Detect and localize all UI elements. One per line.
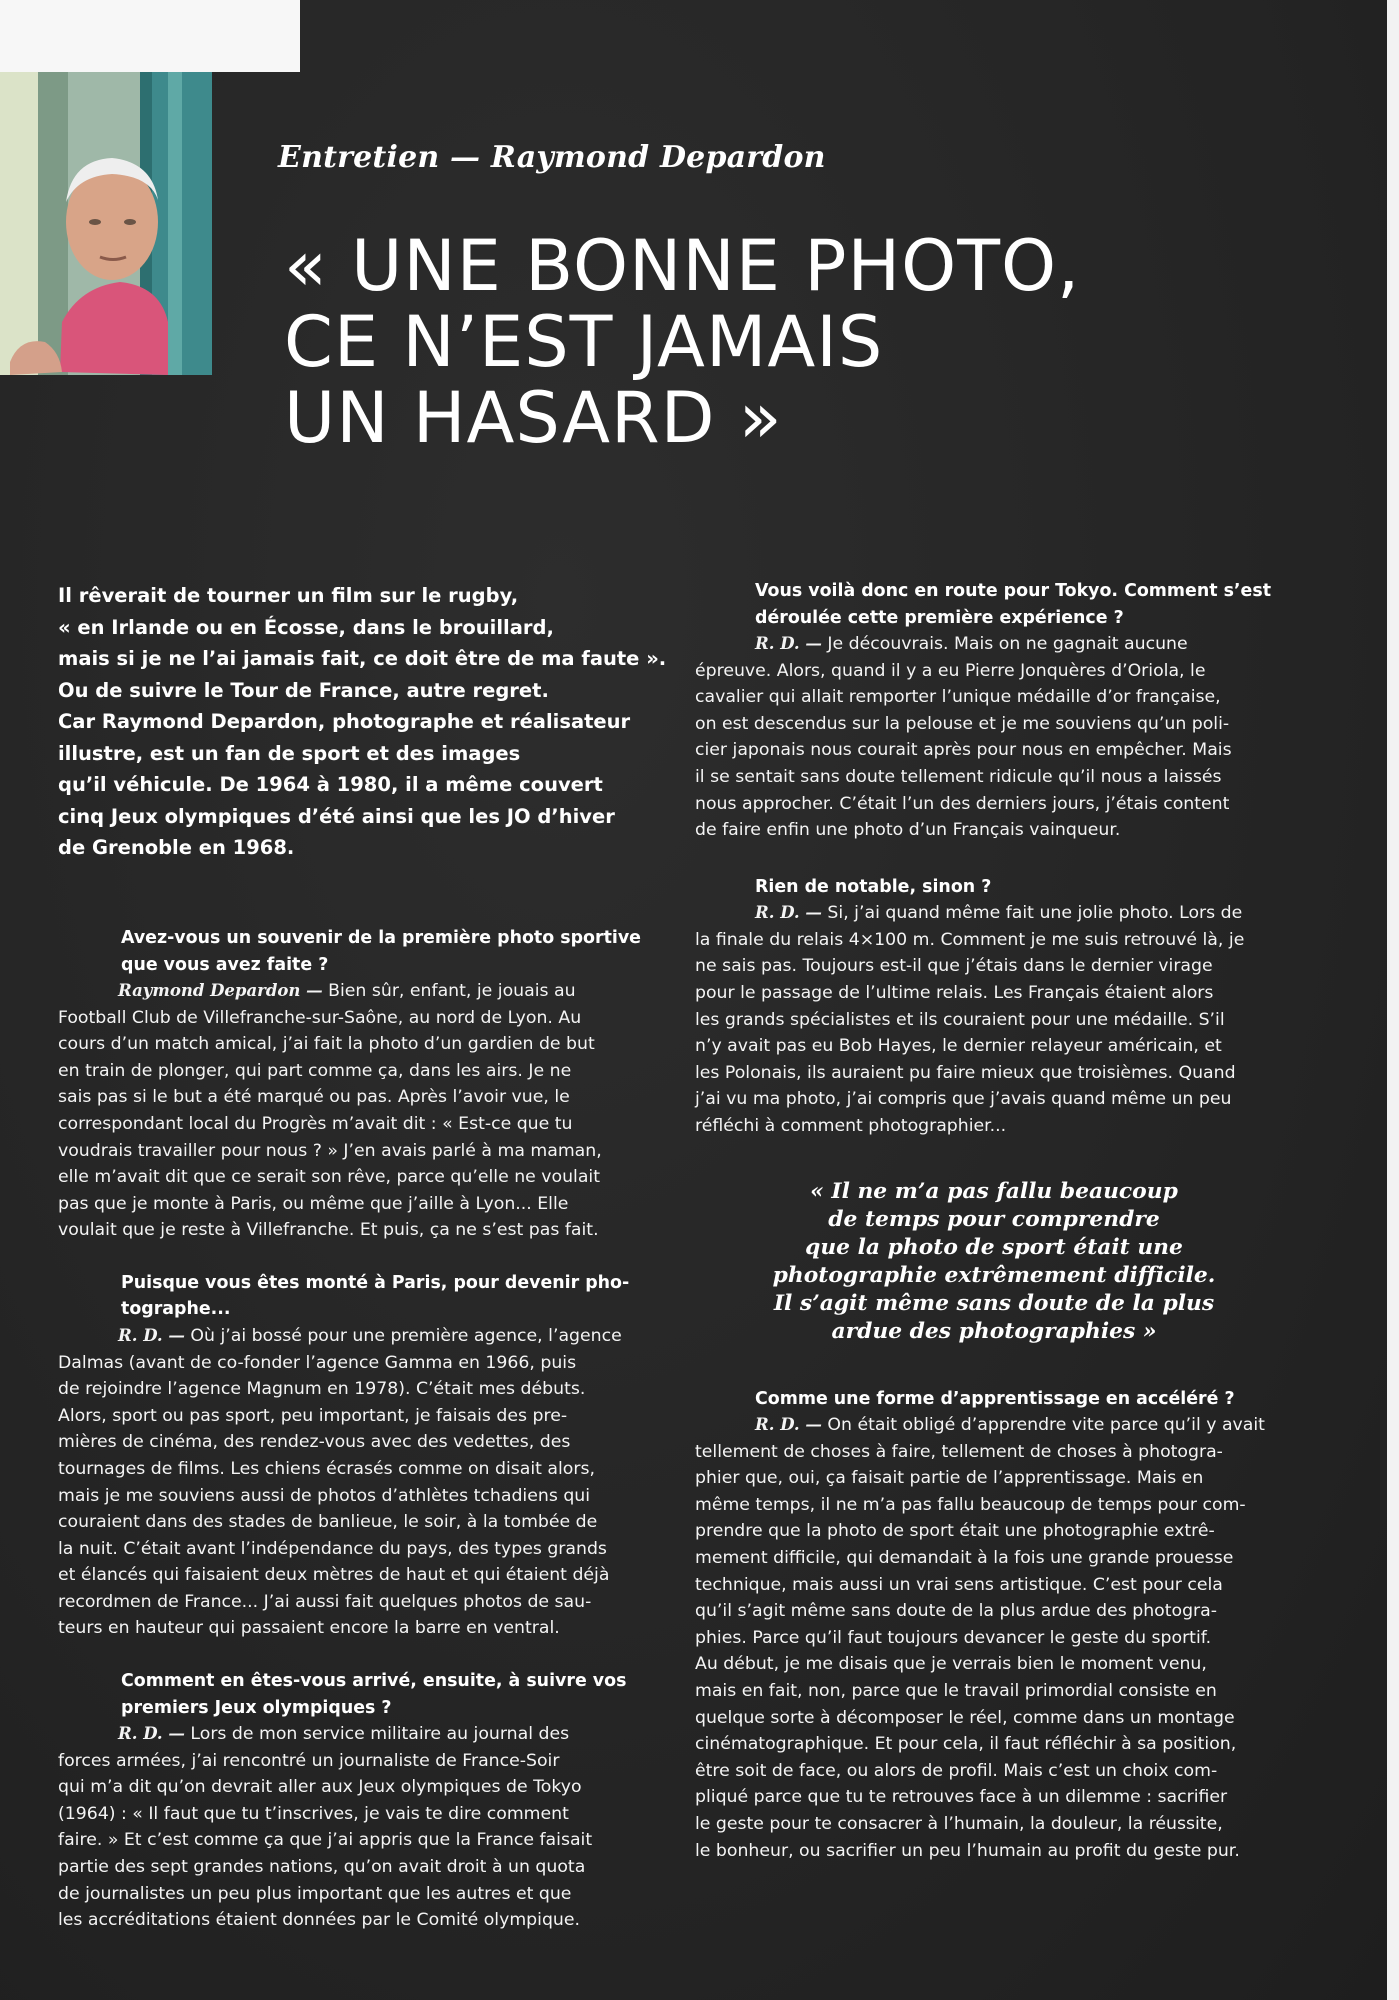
intro-line: Ou de suivre le Tour de France, autre regret. — [58, 678, 549, 702]
intro-line: cinq Jeux olympiques d’été ainsi que les JO d’hiver — [58, 804, 615, 828]
question-line: Avez-vous un souvenir de la première photo sportive — [121, 928, 641, 948]
answer-line: mais en fait, non, parce que le travail primordial consiste en — [695, 1681, 1217, 1702]
answer-line: pas que je monte à Paris, ou même que j’aille à Lyon... Elle — [58, 1193, 569, 1214]
answer-text: Lors de mon service militaire au journal des — [190, 1724, 570, 1745]
answer-line: ne sais pas. Toujours est-il que j’étais dans le dernier virage — [695, 956, 1213, 977]
answer-text: Bien sûr, enfant, je jouais au — [328, 981, 576, 1001]
answer-line: et élancés qui faisaient deux mètres de haut et qui étaient déjà — [58, 1565, 610, 1586]
question-line: que vous avez faite ? — [121, 954, 329, 975]
answer-first-line — [58, 978, 660, 1005]
answer-line: il se sentait sans doute tellement ridicule qu’il nous a laissés — [695, 766, 1222, 787]
answer-line: de rejoindre l’agence Magnum en 1978). C’était mes débuts. — [58, 1379, 586, 1400]
intro-line: « en Irlande ou en Écosse, dans le brouillard, — [58, 615, 554, 639]
question-line: Rien de notable, sinon ? — [755, 876, 992, 897]
interview-kicker: Entretien — Raymond Depardon — [278, 140, 826, 175]
headline — [284, 225, 1081, 459]
answer-line: sais pas si le but a été marqué ou pas. Après l’avoir vue, le — [58, 1087, 570, 1108]
pull-quote-line: photographie extrêmement difficile. — [772, 1262, 1216, 1288]
speaker-label: R. D. — — [118, 1325, 185, 1345]
pull-quote-line: « Il ne m’a pas fallu beaucoup — [810, 1178, 1178, 1204]
answer-line: pliqué parce que tu te retrouves face à un dilemme : sacrifier — [695, 1787, 1228, 1808]
answer-text: Je découvrais. Mais on ne gagnait aucune — [827, 634, 1188, 654]
answer-line: faire. » Et c’est comme ça que j’ai appris que la France faisait — [58, 1830, 593, 1851]
answer-line: tournages de films. Les chiens écrasés comme on disait alors, — [58, 1458, 595, 1479]
intro-line: mais si je ne l’ai jamais fait, ce doit être de ma faute ». — [58, 647, 667, 670]
speaker-label: R. D. — — [755, 634, 822, 653]
answer-line: les grands spécialistes et ils couraient pour une médaille. S’il — [695, 1009, 1225, 1030]
question-line: premiers Jeux olympiques ? — [121, 1697, 392, 1718]
answer-5 — [695, 900, 1293, 1139]
pull-quote-line: que la photo de sport était une — [805, 1234, 1183, 1260]
answer-line: cier japonais nous courait après pour nous en empêcher. Mais — [695, 740, 1232, 761]
answer-line: Au début, je me disais que je verrais bien le moment venu, — [695, 1654, 1207, 1675]
answer-line: technique, mais aussi un vrai sens artistique. C’est pour cela — [695, 1574, 1223, 1595]
answer-line: forces armées, j’ai rencontré un journaliste de France-Soir — [58, 1750, 560, 1771]
answer-first-line — [695, 900, 1293, 927]
answer-line: cinématographique. Et pour cela, il faut réfléchir à sa position, — [695, 1734, 1237, 1755]
answer-line: Football Club de Villefranche-sur-Saône, au nord de Lyon. Au — [58, 1007, 582, 1028]
answer-text: Où j’ai bossé pour une première agence, l’agence — [190, 1325, 622, 1346]
speaker-label: R. D. — — [118, 1724, 185, 1744]
answer-line: cours d’un match amical, j’ai fait la photo d’un gardien de but — [58, 1034, 595, 1055]
intro-line: illustre, est un fan de sport et des images — [58, 741, 521, 765]
left-column — [58, 925, 660, 1934]
intro-line: de Grenoble en 1968. — [58, 836, 295, 859]
answer-first-line — [695, 1412, 1293, 1439]
answer-1 — [58, 978, 660, 1244]
answer-line: tellement de choses à faire, tellement de choses à photogra- — [695, 1441, 1223, 1462]
answer-line: les Polonais, ils auraient pu faire mieux que troisièmes. Quand — [695, 1062, 1236, 1083]
answer-6 — [695, 1412, 1293, 1864]
question-5 — [755, 874, 1293, 901]
answer-line: prendre que la photo de sport était une photographie extrê- — [695, 1521, 1215, 1542]
answer-line: la nuit. C’était avant l’indépendance du pays, des types grands — [58, 1538, 607, 1559]
pull-quote — [695, 1178, 1293, 1346]
answer-line: voudrais travailler pour nous ? » J’en avais parlé à ma maman, — [58, 1140, 602, 1161]
pull-quote-line: de temps pour comprendre — [828, 1206, 1160, 1232]
answer-line: le bonheur, ou sacrifier un peu l’humain au profit du geste pur. — [695, 1840, 1240, 1861]
answer-line: être soit de face, ou alors de profil. Mais c’est un choix com- — [695, 1760, 1218, 1781]
answer-line: nous approcher. C’était l’un des derniers jours, j’étais content — [695, 793, 1230, 814]
answer-line: (1964) : « Il faut que tu t’inscrives, je vais te dire comment — [58, 1803, 569, 1824]
question-line: Comment en êtes-vous arrivé, ensuite, à suivre vos — [121, 1671, 627, 1692]
answer-line: quelque sorte à décomposer le réel, comme dans un montage — [695, 1707, 1235, 1728]
answer-line: voulait que je reste à Villefranche. Et puis, ça ne s’est pas fait. — [58, 1220, 599, 1241]
answer-line: phier que, oui, ça faisait partie de l’apprentissage. Mais en — [695, 1468, 1204, 1489]
speaker-label: R. D. — — [755, 1415, 822, 1435]
question-line: Comme une forme d’apprentissage en accéléré ? — [755, 1388, 1235, 1409]
answer-line: cavalier qui allait remporter l’unique médaille d’or française, — [695, 687, 1221, 708]
answer-line: Alors, sport ou pas sport, peu important, je faisais des pre- — [58, 1405, 568, 1426]
answer-4 — [695, 631, 1293, 844]
page-margin-top — [0, 0, 300, 72]
answer-first-line — [58, 1323, 660, 1350]
intro-line: qu’il véhicule. De 1964 à 1980, il a même couvert — [58, 773, 603, 796]
answer-line: en train de plonger, qui part comme ça, dans les airs. Je ne — [58, 1060, 572, 1081]
page-margin-right — [1387, 0, 1399, 2000]
answer-line: mières de cinéma, des rendez-vous avec des vedettes, des — [58, 1432, 571, 1453]
intro-line: Car Raymond Depardon, photographe et réalisateur — [58, 710, 631, 733]
answer-line: n’y avait pas eu Bob Hayes, le dernier relayeur américain, et — [695, 1036, 1222, 1057]
answer-line: épreuve. Alors, quand il y a eu Pierre Jonquères d’Oriola, le — [695, 660, 1206, 681]
question-3 — [121, 1668, 660, 1721]
spacer — [58, 1642, 660, 1668]
answer-line: mais je me souviens aussi de photos d’athlètes tchadiens qui — [58, 1485, 591, 1506]
answer-line: Dalmas (avant de co-fonder l’agence Gamma en 1966, puis — [58, 1352, 577, 1373]
speaker-label: Raymond Depardon — — [118, 981, 323, 1000]
answer-line: correspondant local du Progrès m’avait dit : « Est-ce que tu — [58, 1113, 573, 1134]
answer-line: qui m’a dit qu’on devrait aller aux Jeux olympiques de Tokyo — [58, 1777, 582, 1798]
answer-line: pour le passage de l’ultime relais. Les Français étaient alors — [695, 983, 1214, 1004]
spacer — [695, 844, 1293, 874]
answer-text: Si, j’ai quand même fait une jolie photo. Lors de — [827, 903, 1243, 924]
answer-line: de journalistes un peu plus important que les autres et que — [58, 1883, 572, 1904]
answer-line: phies. Parce qu’il faut toujours devancer le geste du sportif. — [695, 1627, 1212, 1648]
question-line: déroulée cette première expérience ? — [755, 607, 1124, 628]
answer-2 — [58, 1323, 660, 1642]
headline-line: « UNE BONNE PHOTO, — [284, 225, 1081, 307]
intro-paragraph — [58, 580, 678, 864]
answer-text: On était obligé d’apprendre vite parce qu’il y avait — [827, 1415, 1265, 1436]
answer-line: recordmen de France... J’ai aussi fait quelques photos de sau- — [58, 1591, 592, 1612]
answer-line: réfléchi à comment photographier... — [695, 1116, 1007, 1136]
question-2 — [121, 1270, 660, 1323]
intro-line: Il rêverait de tourner un film sur le rugby, — [58, 584, 519, 607]
pull-quote-line: Il s’agit même sans doute de la plus — [773, 1290, 1215, 1316]
answer-line: partie des sept grandes nations, qu’on avait droit à un quota — [58, 1857, 586, 1878]
answer-line: teurs en hauteur qui passaient encore la barre en ventral. — [58, 1618, 560, 1639]
question-6 — [755, 1386, 1293, 1413]
answer-line: elle m’avait dit que ce serait son rêve, parce qu’elle ne voulait — [58, 1167, 600, 1188]
right-column — [695, 578, 1293, 1864]
question-line: tographe... — [121, 1299, 231, 1320]
answer-line: la finale du relais 4×100 m. Comment je me suis retrouvé là, je — [695, 929, 1245, 950]
speaker-label: R. D. — — [755, 903, 822, 923]
question-1 — [121, 925, 660, 978]
answer-line: mement difficile, qui demandait à la fois une grande prouesse — [695, 1548, 1234, 1569]
headline-line: UN HASARD » — [284, 377, 783, 459]
spacer — [58, 1244, 660, 1270]
headline-line: CE N’EST JAMAIS — [284, 301, 884, 383]
answer-line: qu’il s’agit même sans doute de la plus ardue des photogra- — [695, 1601, 1217, 1622]
question-line: Puisque vous êtes monté à Paris, pour devenir pho- — [121, 1272, 630, 1293]
pull-quote-line: ardue des photographies » — [831, 1318, 1157, 1344]
answer-line: les accréditations étaient données par le Comité olympique. — [58, 1910, 580, 1931]
answer-first-line — [58, 1721, 660, 1748]
answer-line: j’ai vu ma photo, j’ai compris que j’avais quand même un peu — [695, 1089, 1232, 1110]
answer-3 — [58, 1721, 660, 1934]
question-4 — [755, 578, 1293, 631]
answer-line: de faire enfin une photo d’un Français vainqueur. — [695, 820, 1121, 841]
answer-line: on est descendus sur la pelouse et je me souviens qu’un poli- — [695, 713, 1230, 734]
answer-line: couraient dans des stades de banlieue, le soir, à la tombée de — [58, 1512, 598, 1533]
answer-first-line — [695, 631, 1293, 658]
answer-line: le geste pour te consacrer à l’humain, la douleur, la réussite, — [695, 1814, 1223, 1834]
answer-line: même temps, il ne m’a pas fallu beaucoup de temps pour com- — [695, 1494, 1246, 1515]
question-line: Vous voilà donc en route pour Tokyo. Comment s’est — [755, 581, 1272, 601]
portrait-photo — [0, 72, 212, 375]
